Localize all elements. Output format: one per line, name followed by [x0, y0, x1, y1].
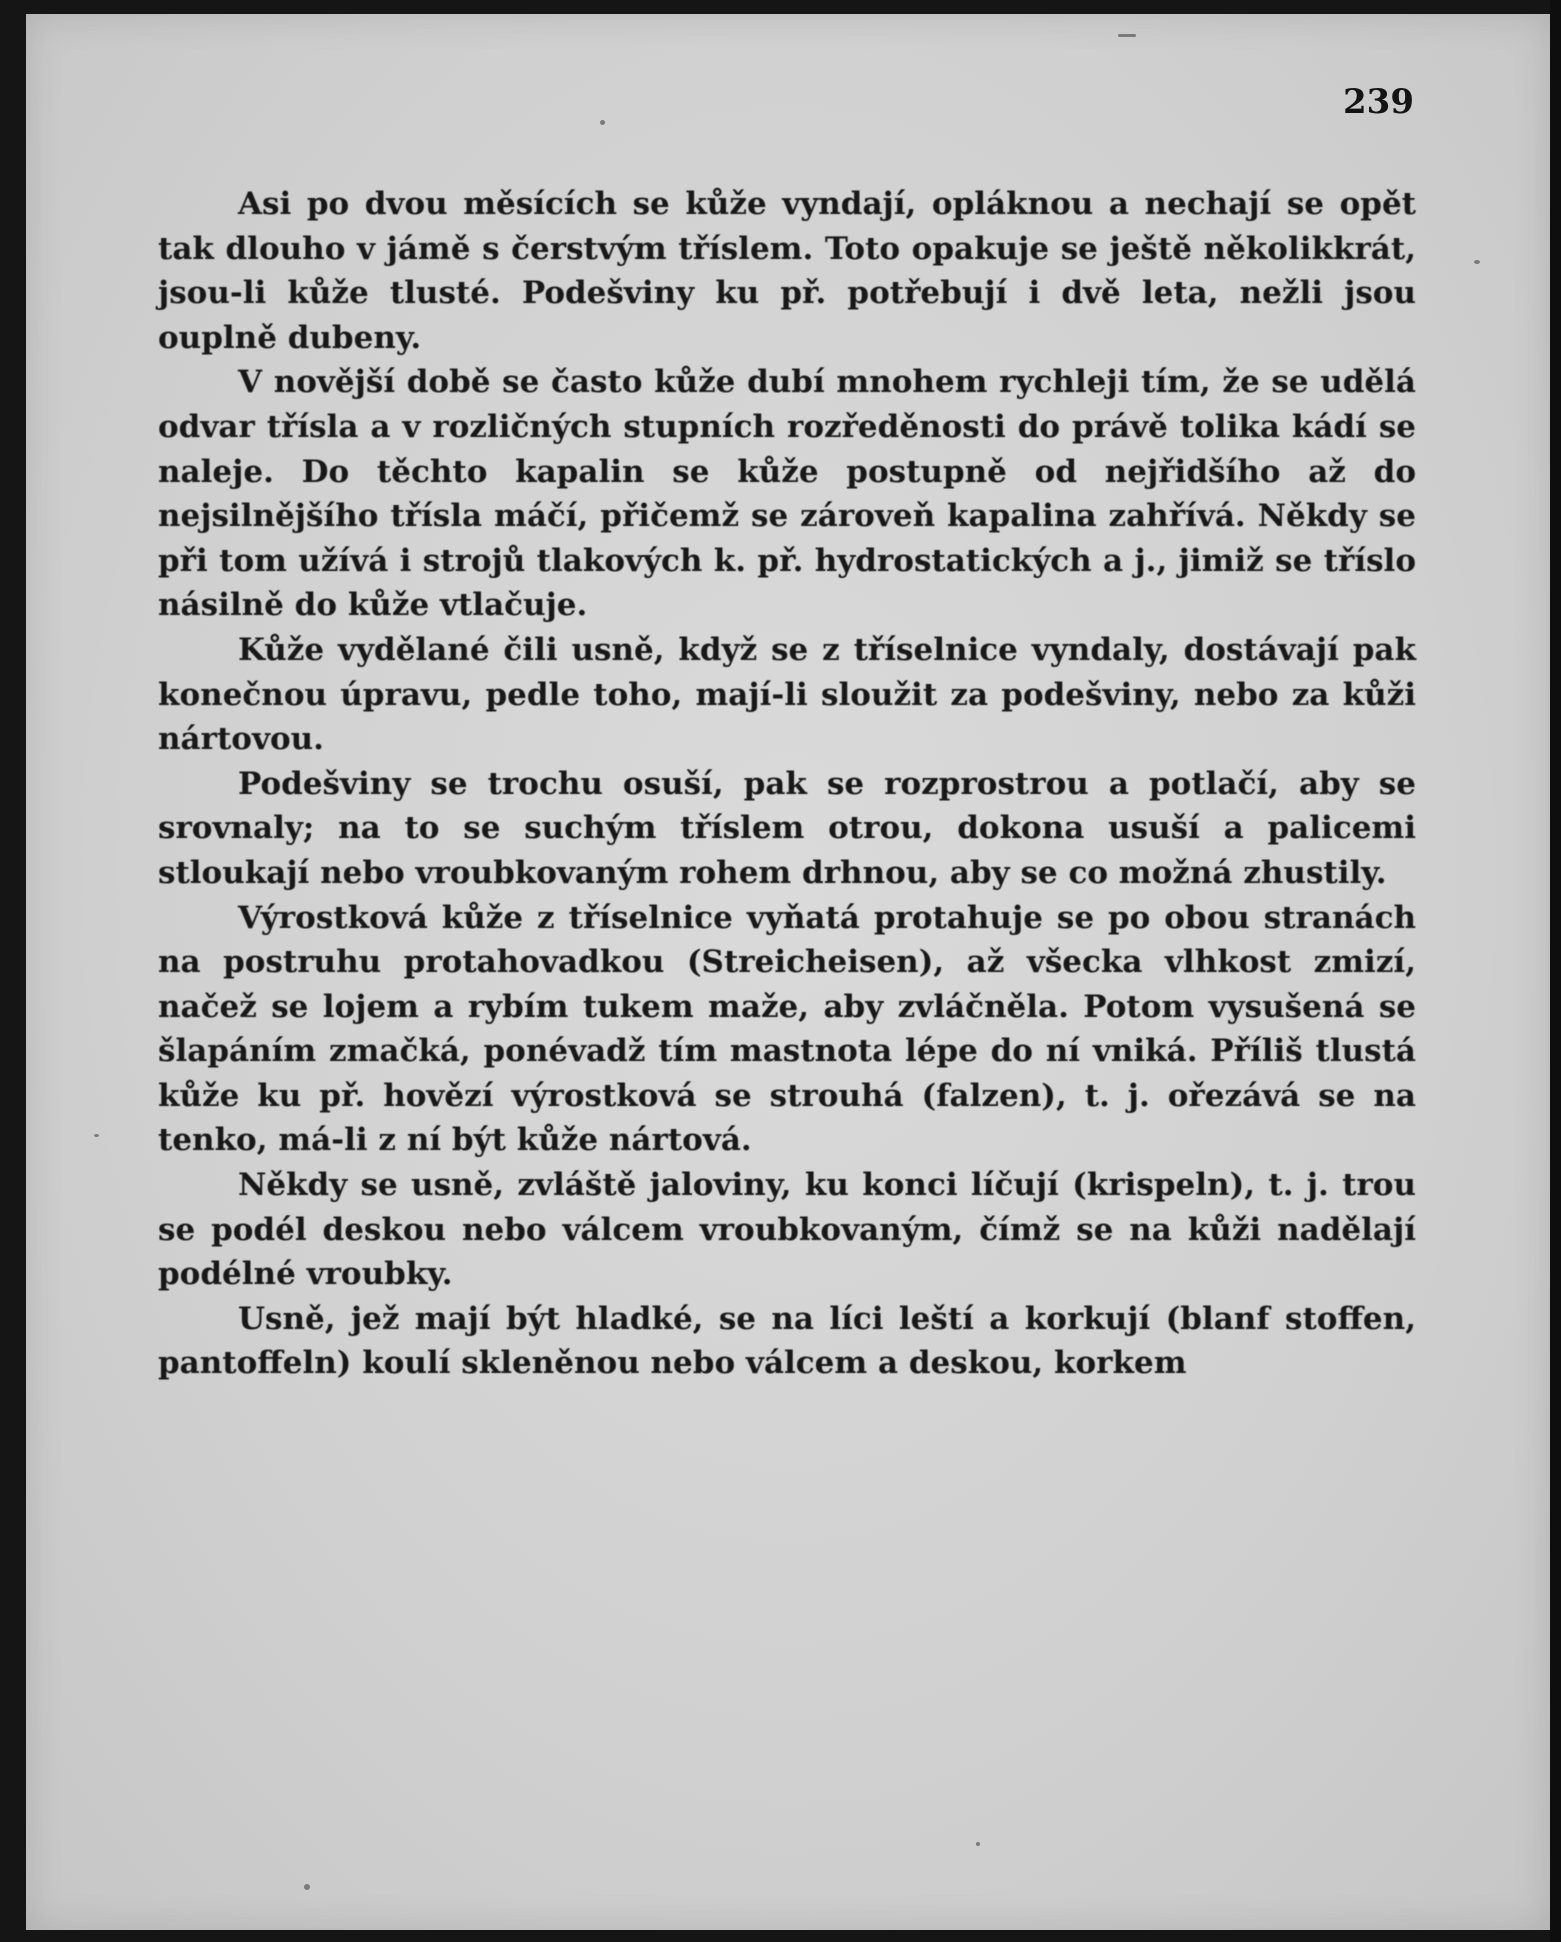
page-number: 239	[1343, 82, 1414, 122]
book-page	[26, 14, 1550, 1930]
paragraph-2: V novější době se často kůže dubí mnohem rychleji tím, že se udělá odvar třísla a v rozličných stupních rozředěnosti do právě tolika kádí se naleje. Do těchto kapalin se kůže postupně od nejřidšího až do nejsilnějšího třísla máčí, přičemž se zároveň kapalina zahřívá. Někdy se při tom užívá i strojů tlakových k. př. hydrostatických a j., jimiž se tříslo násilně do kůže vtlačuje.	[158, 364, 1416, 624]
paragraph-5: Výrostková kůže z tříselnice vyňatá protahuje se po obou stranách na postruhu protahovadkou (Streicheisen), až všecka vlhkost zmizí, načež se lojem a rybím tukem maže, aby zvláčněla. Potom vysušená se šlapáním zmačká, ponévadž tím mastnota lépe do ní vniká. Příliš tlustá kůže ku př. hovězí výrostková se strouhá (falzen), t. j. ořezává se na tenko, má-li z ní být kůže nártová.	[158, 899, 1416, 1159]
page-body-text	[158, 182, 1416, 1386]
dust-speck	[1118, 34, 1136, 37]
paragraph-1: Asi po dvou měsících se kůže vyndají, opláknou a nechají se opět tak dlouho v jámě s čerstvým tříslem. Toto opakuje se ještě několikkrát, jsou-li kůže tlusté. Podešviny ku př. potřebují i dvě leta, nežli jsou ouplně dubeny.	[158, 186, 1416, 356]
dust-speck	[304, 1884, 310, 1890]
dust-speck	[94, 1134, 99, 1137]
paragraph-3: Kůže vydělané čili usně, když se z tříselnice vyndaly, dostávají pak konečnou úpravu, pedle toho, mají-li sloužit za podešviny, nebo za kůži nártovou.	[158, 631, 1416, 758]
dust-speck	[600, 120, 605, 125]
dust-speck	[1474, 260, 1480, 264]
paragraph-4: Podešviny se trochu osuší, pak se rozprostrou a potlačí, aby se srovnaly; na to se suchým tříslem otrou, dokona usuší a palicemi stloukají nebo vroubkovaným rohem drhnou, aby se co možná zhustily.	[158, 765, 1416, 891]
paragraph-6: Někdy se usně, zvláště jaloviny, ku konci líčují (krispeln), t. j. trou se podél deskou nebo válcem vroubkovaným, čímž se na kůži nadělají podélné vroubky.	[158, 1167, 1416, 1293]
paragraph-7: Usně, jež mají být hladké, se na líci leští a korkují (blanf stoffen, pantoffeln) koulí skleněnou nebo válcem a deskou, korkem	[158, 1300, 1416, 1382]
dust-speck	[976, 1842, 980, 1846]
scan-edge	[1550, 0, 1561, 1942]
